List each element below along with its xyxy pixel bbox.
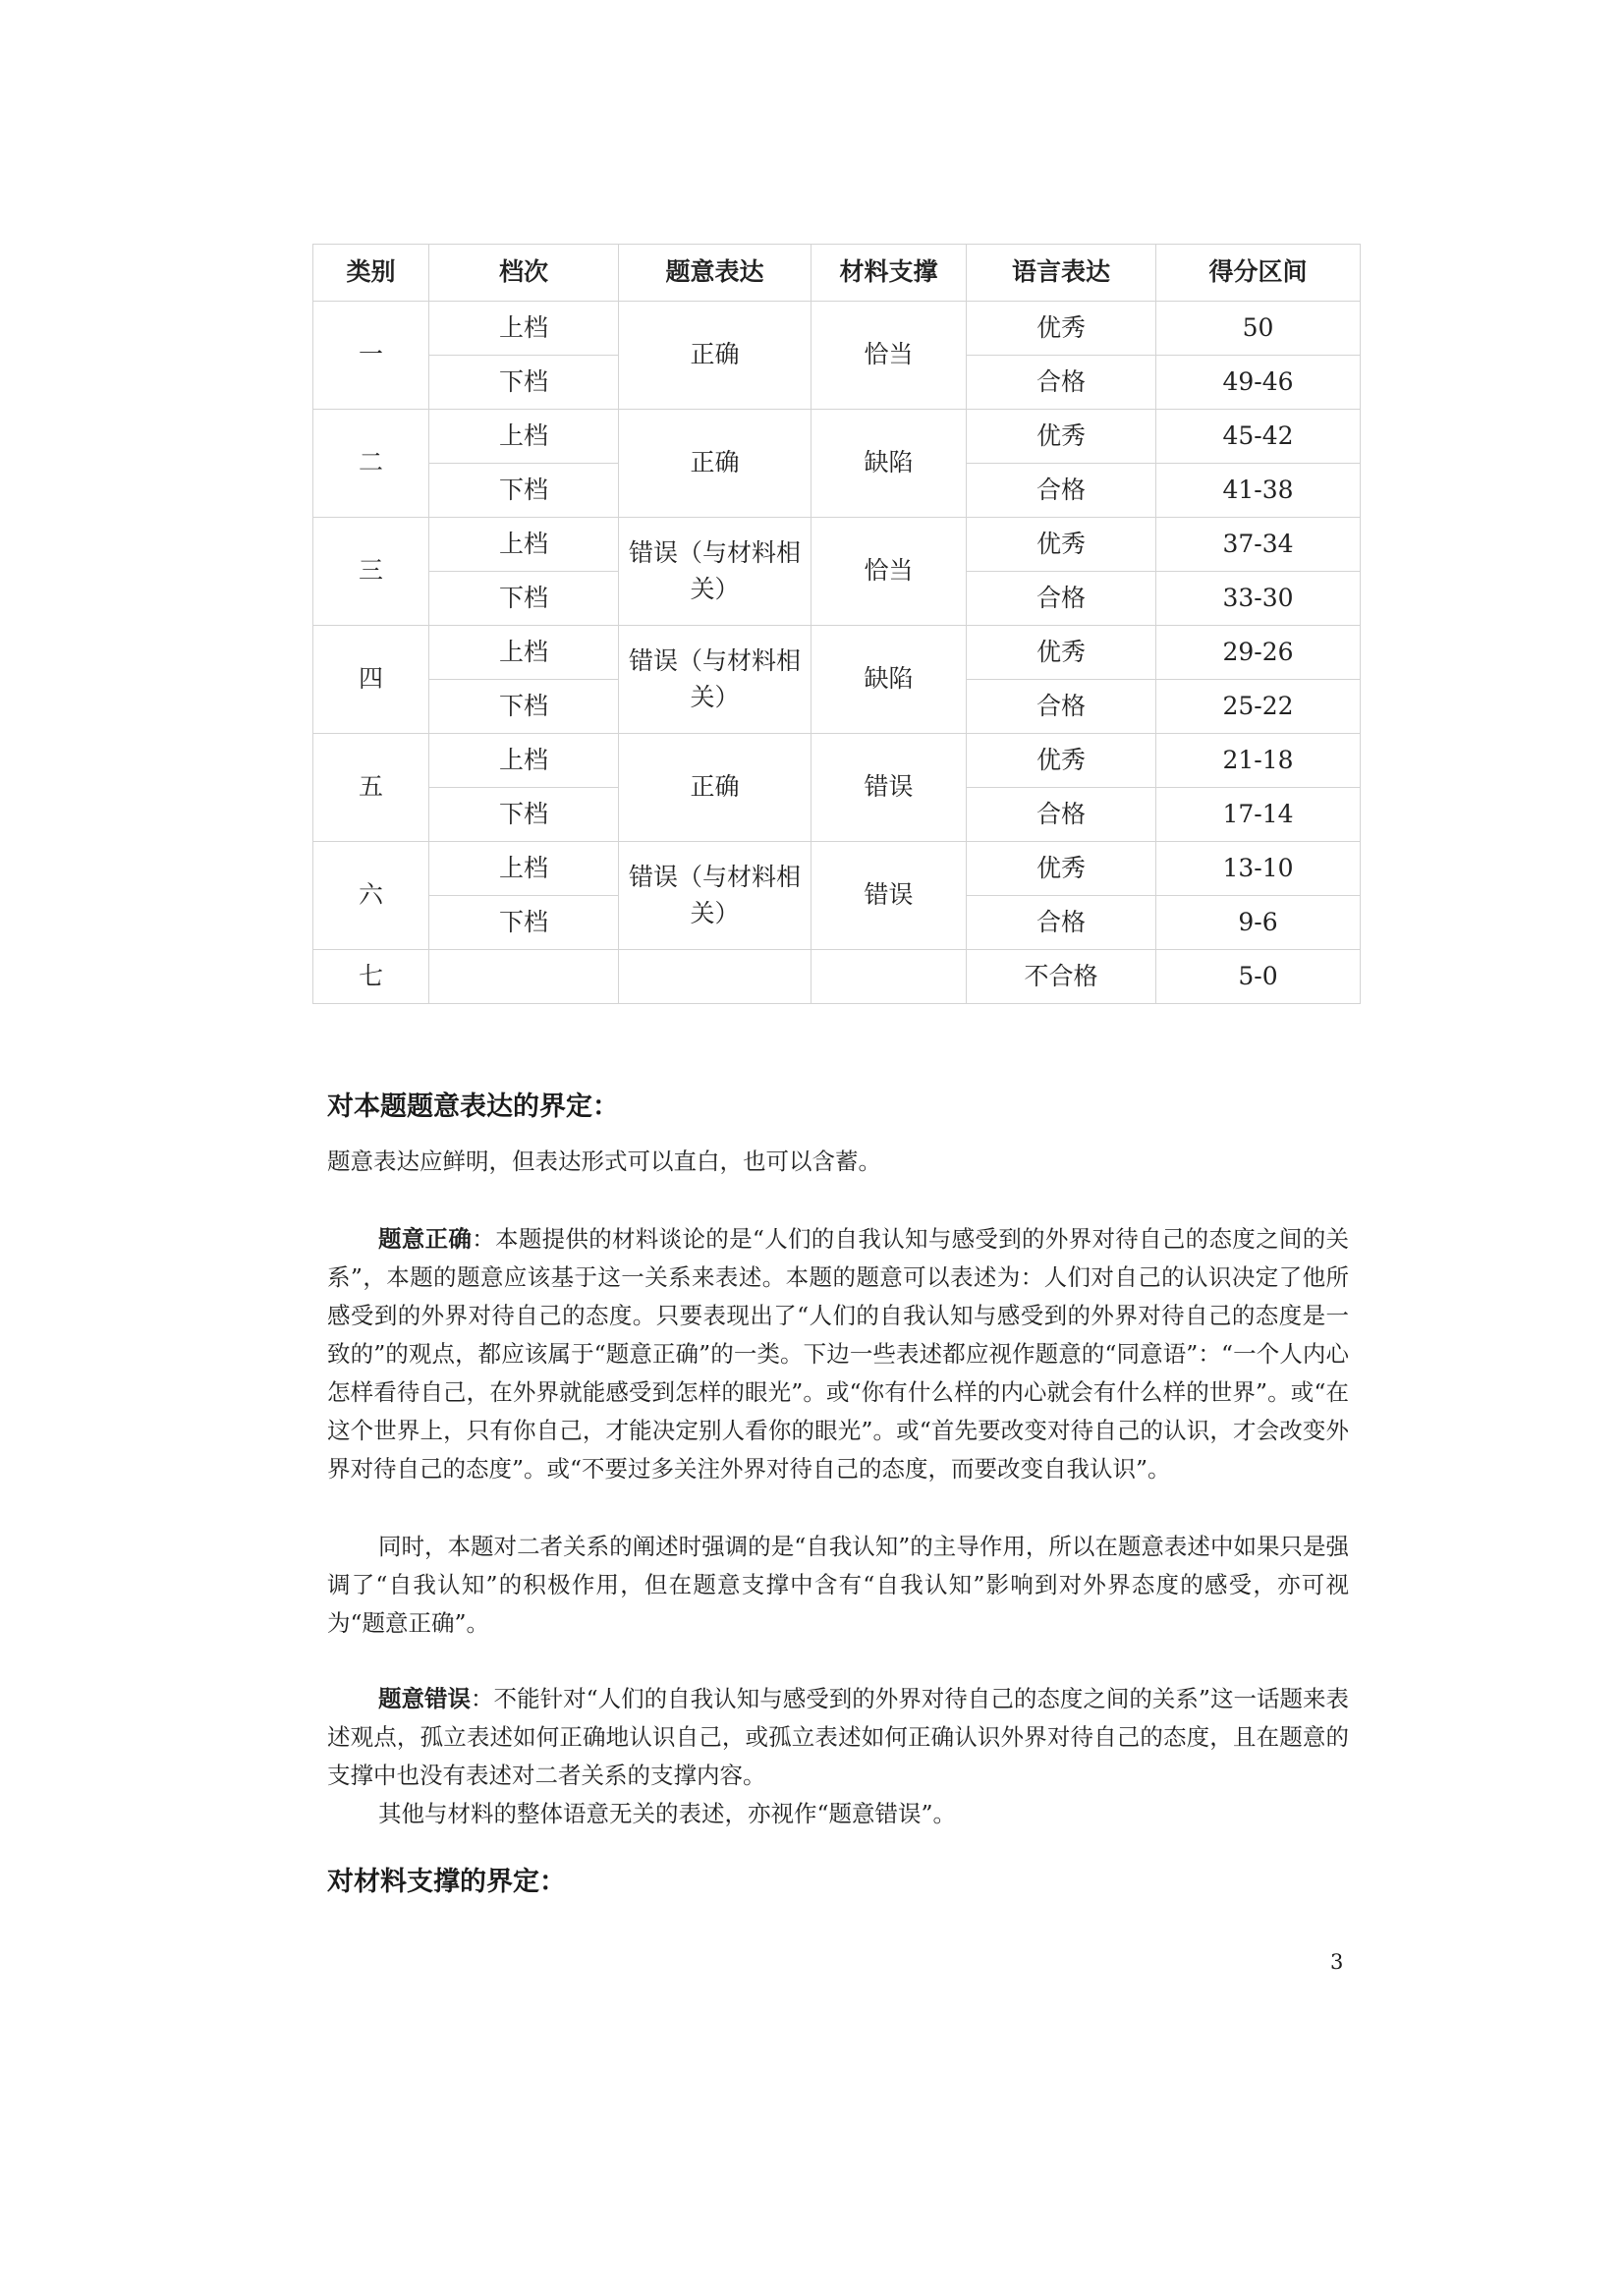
score-cell: 25-22 [1156, 680, 1361, 734]
heading-material-definition: 对材料支撑的界定： [327, 1867, 566, 1897]
theme-cell: 正确 [619, 410, 812, 518]
theme-cell: 错误（与材料相关） [619, 518, 812, 626]
wrong-lead: 题意错误 [378, 1685, 472, 1712]
material-cell: 错误 [812, 734, 967, 842]
theme-cell: 错误（与材料相关） [619, 842, 812, 950]
language-cell: 优秀 [967, 410, 1156, 464]
theme-cell: 正确 [619, 302, 812, 410]
table-row [313, 626, 1361, 680]
table-row [313, 842, 1361, 896]
language-cell: 不合格 [967, 950, 1156, 1004]
table-row [313, 302, 1361, 356]
material-cell: 错误 [812, 842, 967, 950]
language-cell: 优秀 [967, 734, 1156, 788]
material-cell: 缺陷 [812, 410, 967, 518]
heading-theme-definition: 对本题题意表达的界定： [327, 1092, 619, 1122]
score-cell: 49-46 [1156, 356, 1361, 410]
language-cell: 优秀 [967, 842, 1156, 896]
level-cell: 上档 [429, 842, 619, 896]
score-cell: 9-6 [1156, 896, 1361, 950]
wrong-paragraph-2: 其他与材料的整体语意无关的表述，亦视作“题意错误”。 [378, 1800, 957, 1827]
score-cell: 17-14 [1156, 788, 1361, 842]
level-cell: 上档 [429, 518, 619, 572]
score-cell: 33-30 [1156, 572, 1361, 626]
intro-paragraph: 题意表达应鲜明，但表达形式可以直白，也可以含蓄。 [327, 1148, 881, 1175]
score-cell: 29-26 [1156, 626, 1361, 680]
material-cell: 恰当 [812, 302, 967, 410]
language-cell: 合格 [967, 680, 1156, 734]
category-cell: 一 [313, 302, 429, 410]
level-cell: 上档 [429, 626, 619, 680]
header-language: 语言表达 [967, 245, 1156, 302]
level-cell: 上档 [429, 734, 619, 788]
level-cell: 下档 [429, 896, 619, 950]
correct-paragraph [327, 1220, 1349, 1488]
language-cell: 合格 [967, 464, 1156, 518]
header-material: 材料支撑 [812, 245, 967, 302]
wrong-paragraph [327, 1680, 1349, 1795]
level-cell: 下档 [429, 680, 619, 734]
category-cell: 七 [313, 950, 429, 1004]
level-cell: 下档 [429, 788, 619, 842]
table-row [313, 410, 1361, 464]
header-level: 档次 [429, 245, 619, 302]
score-cell: 5-0 [1156, 950, 1361, 1004]
empty-cell [812, 950, 967, 1004]
correct-paragraph-2: 同时，本题对二者关系的阐述时强调的是“自我认知”的主导作用，所以在题意表述中如果只是强调了“自我认知”的积极作用，但在题意支撑中含有“自我认知”影响到对外界态度的感受，亦可视为“题意正确”。 [327, 1533, 1349, 1637]
category-cell: 六 [313, 842, 429, 950]
score-cell: 45-42 [1156, 410, 1361, 464]
language-cell: 合格 [967, 788, 1156, 842]
language-cell: 优秀 [967, 626, 1156, 680]
score-cell: 37-34 [1156, 518, 1361, 572]
table-row [313, 950, 1361, 1004]
language-cell: 优秀 [967, 518, 1156, 572]
empty-cell [619, 950, 812, 1004]
header-category: 类别 [313, 245, 429, 302]
theme-cell: 错误（与材料相关） [619, 626, 812, 734]
header-score: 得分区间 [1156, 245, 1361, 302]
table-row [313, 734, 1361, 788]
category-cell: 四 [313, 626, 429, 734]
language-cell: 合格 [967, 572, 1156, 626]
grading-table [312, 244, 1361, 1004]
score-cell: 41-38 [1156, 464, 1361, 518]
material-cell: 缺陷 [812, 626, 967, 734]
score-cell: 21-18 [1156, 734, 1361, 788]
language-cell: 合格 [967, 356, 1156, 410]
category-cell: 二 [313, 410, 429, 518]
material-cell: 恰当 [812, 518, 967, 626]
correct-text: ：本题提供的材料谈论的是“人们的自我认知与感受到的外界对待自己的态度之间的关系”，本题的题意应该基于这一关系来表述。本题的题意可以表述为：人们对自己的认识决定了他所感受到的外界对待自己的态度。只要表现出了“人们的自我认知与感受到的外界对待自己的态度是一致的”的观点，都应该属于“题意正确”的一类。下边一些表述都应视作题意的“同意语”：“一个人内心怎样看待自己，在外界就能感受到怎样的眼光”。或“你有什么样的内心就会有什么样的世界”。或“在这个世界上，只有你自己，才能决定别人看你的眼光”。或“首先要改变对待自己的认识，才会改变外界对待自己的态度”。或“不要过多关注外界对待自己的态度，而要改变自我认识”。 [327, 1225, 1349, 1483]
table-header-row [313, 245, 1361, 302]
level-cell: 下档 [429, 572, 619, 626]
level-cell: 上档 [429, 410, 619, 464]
level-cell: 下档 [429, 356, 619, 410]
score-cell: 50 [1156, 302, 1361, 356]
score-cell: 13-10 [1156, 842, 1361, 896]
header-theme: 题意表达 [619, 245, 812, 302]
category-cell: 三 [313, 518, 429, 626]
correct-lead: 题意正确 [378, 1225, 473, 1253]
level-cell: 下档 [429, 464, 619, 518]
theme-cell: 正确 [619, 734, 812, 842]
wrong-text: ：不能针对“人们的自我认知与感受到的外界对待自己的态度之间的关系”这一话题来表述观点，孤立表述如何正确地认识自己，或孤立表述如何正确认识外界对待自己的态度，且在题意的支撑中也没有表述对二者关系的支撑内容。 [327, 1685, 1349, 1789]
level-cell: 上档 [429, 302, 619, 356]
language-cell: 合格 [967, 896, 1156, 950]
page-number: 3 [1330, 1950, 1344, 1974]
table-row [313, 518, 1361, 572]
empty-cell [429, 950, 619, 1004]
category-cell: 五 [313, 734, 429, 842]
language-cell: 优秀 [967, 302, 1156, 356]
